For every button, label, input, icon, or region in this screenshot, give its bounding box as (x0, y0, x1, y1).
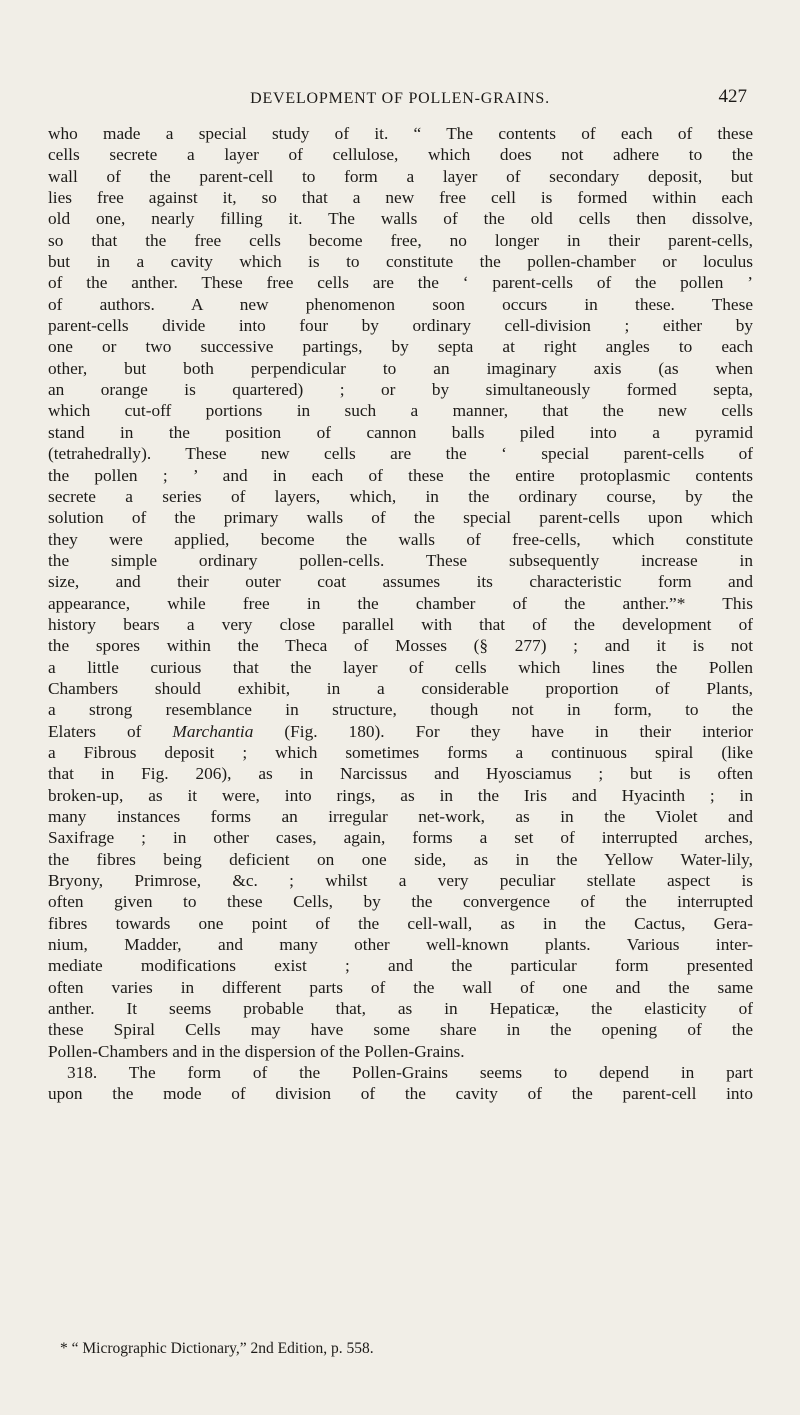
text-line: history bears a very close parallel with that of the development of (48, 614, 753, 634)
page-number: 427 (718, 86, 747, 107)
text-line: Bryony, Primrose, &c. ; whilst a very peculiar stellate aspect is (48, 871, 753, 891)
text-line: size, and their outer coat assumes its characteristic form and (48, 572, 753, 592)
text-line: but in a cavity which is to constitute the pollen-chamber or loculus (48, 252, 753, 272)
text-line: so that the free cells become free, no longer in their parent-cells, (48, 230, 753, 250)
footnote: * “ Micrographic Dictionary,” 2nd Edition, p. 558. (60, 1340, 374, 1357)
text-line: of the anther. These free cells are the ‘ parent-cells of the pollen ’ (48, 273, 753, 293)
text-line: Chambers should exhibit, in a considerable proportion of Plants, (48, 678, 753, 698)
text-line: other, but both perpendicular to an imaginary axis (as when (48, 358, 753, 378)
text-line: the pollen ; ’ and in each of these the entire protoplasmic contents (48, 465, 753, 485)
text-line: nium, Madder, and many other well-known plants. Various inter- (48, 935, 753, 955)
text-line: the simple ordinary pollen-cells. These subsequently increase in (48, 550, 753, 570)
text-line: who made a special study of it. “ The contents of each of these (48, 124, 753, 143)
text-line: Elaters of Marchantia (Fig. 180). For they have in their interior (48, 721, 753, 741)
text-line: a Fibrous deposit ; which sometimes forms a continuous spiral (like (48, 742, 753, 762)
text-line: secrete a series of layers, which, in the ordinary course, by the (48, 486, 753, 506)
text-line: many instances forms an irregular net-work, as in the Violet and (48, 807, 753, 826)
running-head (50, 86, 750, 112)
text-line: a little curious that the layer of cells which lines the Pollen (48, 657, 753, 677)
text-line: wall of the parent-cell to form a layer of secondary deposit, but (48, 166, 753, 186)
text-line: 318. The form of the Pollen-Grains seems to depend in part (67, 1063, 753, 1083)
text-line: often varies in different parts of the wall of one and the same (48, 977, 753, 997)
text-line: upon the mode of division of the cavity of the parent-cell into (48, 1084, 753, 1104)
text-line: stand in the position of cannon balls piled into a pyramid (48, 422, 753, 442)
text-line: that in Fig. 206), as in Narcissus and Hyosciamus ; but is often (48, 764, 753, 784)
text-line: lies free against it, so that a new free cell is formed within each (48, 188, 753, 208)
text-line: (tetrahedrally). These new cells are the ‘ special parent-cells of (48, 444, 753, 464)
text-line: the spores within the Theca of Mosses (§ 277) ; and it is not (48, 636, 753, 656)
text-line: one or two successive partings, by septa at right angles to each (48, 337, 753, 357)
italic-term: Marchantia (172, 721, 254, 741)
text-line: parent-cells divide into four by ordinary cell-division ; either by (48, 316, 753, 336)
text-line: Saxifrage ; in other cases, again, forms a set of interrupted arches, (48, 828, 753, 848)
text-line: the fibres being deficient on one side, as in the Yellow Water-lily, (48, 849, 753, 869)
text-line: a strong resemblance in structure, though not in form, to the (48, 700, 753, 720)
text-line: mediate modifications exist ; and the particular form presented (48, 956, 753, 976)
text-line: broken-up, as it were, into rings, as in the Iris and Hyacinth ; in (48, 785, 753, 805)
text-line: fibres towards one point of the cell-wall, as in the Cactus, Gera- (48, 913, 753, 933)
text-line: an orange is quartered) ; or by simultaneously formed septa, (48, 380, 753, 400)
text-line: appearance, while free in the chamber of the anther.”* This (48, 593, 753, 613)
running-title: DEVELOPMENT OF POLLEN-GRAINS. (250, 90, 550, 107)
text-line: often given to these Cells, by the convergence of the interrupted (48, 892, 753, 912)
text-line: they were applied, become the walls of free-cells, which constitute (48, 529, 753, 549)
text-line: these Spiral Cells may have some share in the opening of the (48, 1020, 753, 1040)
text-line: which cut-off portions in such a manner, that the new cells (48, 401, 753, 421)
body-text (48, 123, 753, 1105)
text-line: anther. It seems probable that, as in Hepaticæ, the elasticity of (48, 999, 753, 1019)
text-line: old one, nearly filling it. The walls of the old cells then dissolve, (48, 209, 753, 229)
text-line: Pollen-Chambers and in the dispersion of the Pollen-Grains. (48, 1041, 465, 1061)
text-line: of authors. A new phenomenon soon occurs in these. These (48, 294, 753, 314)
text-line: solution of the primary walls of the special parent-cells upon which (48, 508, 753, 528)
text-line: cells secrete a layer of cellulose, which does not adhere to the (48, 145, 753, 165)
